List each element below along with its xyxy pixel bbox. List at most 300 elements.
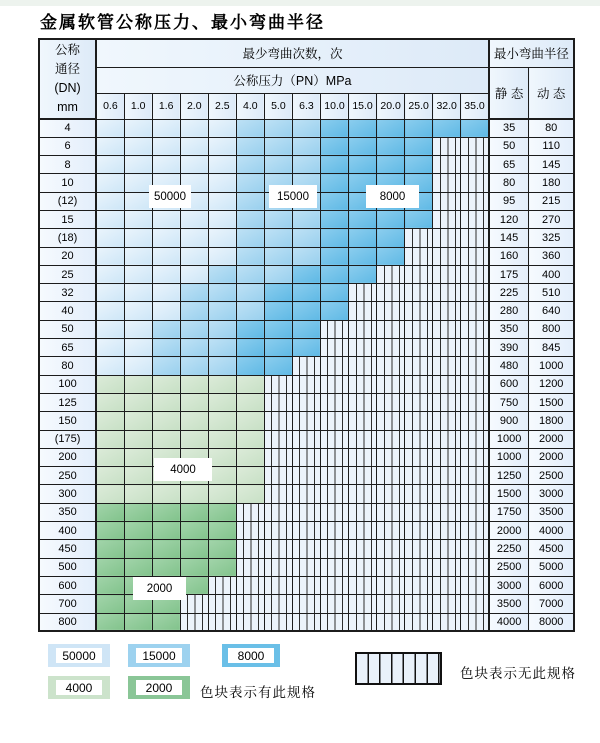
- grid-cell: [405, 503, 433, 521]
- grid-cell: [208, 485, 236, 503]
- grid-cell: [320, 375, 348, 393]
- grid-cell: [236, 613, 264, 631]
- grid-cell: [152, 339, 180, 357]
- grid-cell: [349, 284, 377, 302]
- dynamic-radius-cell: 7000: [529, 595, 574, 613]
- grid-cell: [124, 265, 152, 283]
- grid-cell: [264, 265, 292, 283]
- grid-cell: [124, 247, 152, 265]
- grid-cell: [264, 393, 292, 411]
- grid-cell: [124, 174, 152, 192]
- grid-cell: [433, 247, 461, 265]
- grid-cell: [180, 375, 208, 393]
- static-radius-cell: 900: [489, 412, 529, 430]
- grid-cell: [208, 339, 236, 357]
- grid-cell: [208, 430, 236, 448]
- grid-cell: [208, 284, 236, 302]
- legend-swatch-label: 4000: [56, 680, 102, 695]
- grid-cell: [405, 613, 433, 631]
- dynamic-radius-cell: 1200: [529, 375, 574, 393]
- grid-cell: [152, 540, 180, 558]
- static-radius-cell: 750: [489, 393, 529, 411]
- grid-cell: [208, 503, 236, 521]
- dn-cell: 700: [39, 595, 96, 613]
- grid-cell: [320, 430, 348, 448]
- static-radius-cell: 280: [489, 302, 529, 320]
- dn-cell: 350: [39, 503, 96, 521]
- table-row: [39, 357, 574, 375]
- grid-cell: [96, 192, 124, 210]
- grid-cell: [152, 137, 180, 155]
- grid-cell: [180, 503, 208, 521]
- grid-cell: [377, 430, 405, 448]
- grid-cell: [349, 576, 377, 594]
- grid-cell: [433, 339, 461, 357]
- dynamic-radius-cell: 400: [529, 265, 574, 283]
- grid-cell: [96, 503, 124, 521]
- dynamic-radius-cell: 180: [529, 174, 574, 192]
- grid-cell: [461, 357, 489, 375]
- grid-cell: [180, 357, 208, 375]
- grid-cell: [349, 393, 377, 411]
- grid-cell: [180, 302, 208, 320]
- grid-cell: [124, 339, 152, 357]
- grid-cell: [377, 210, 405, 228]
- grid-cell: [377, 137, 405, 155]
- grid-cell: [405, 156, 433, 174]
- legend-swatch-label: 8000: [228, 648, 274, 663]
- grid-cell: [349, 247, 377, 265]
- grid-cell: [96, 613, 124, 631]
- grid-cell: [433, 412, 461, 430]
- static-radius-cell: 1000: [489, 448, 529, 466]
- pressure-header-cell: 2.5: [208, 93, 236, 119]
- grid-cell: [208, 540, 236, 558]
- grid-cell: [208, 448, 236, 466]
- grid-cell: [433, 503, 461, 521]
- table-row: [39, 284, 574, 302]
- dn-cell: 32: [39, 284, 96, 302]
- grid-cell: [124, 430, 152, 448]
- grid-cell: [152, 265, 180, 283]
- grid-cell: [461, 339, 489, 357]
- grid-cell: [236, 357, 264, 375]
- grid-cell: [124, 192, 152, 210]
- grid-cell: [152, 320, 180, 338]
- grid-cell: [377, 375, 405, 393]
- grid-cell: [433, 229, 461, 247]
- pressure-header-cell: 1.6: [152, 93, 180, 119]
- dn-cell: (175): [39, 430, 96, 448]
- zone-label-8000: 8000: [366, 185, 419, 208]
- grid-cell: [208, 174, 236, 192]
- header-dynamic: 动 态: [529, 67, 574, 119]
- grid-cell: [320, 320, 348, 338]
- grid-cell: [180, 613, 208, 631]
- grid-cell: [208, 613, 236, 631]
- grid-cell: [461, 393, 489, 411]
- grid-cell: [461, 448, 489, 466]
- grid-cell: [208, 467, 236, 485]
- grid-cell: [461, 156, 489, 174]
- dn-cell: (12): [39, 192, 96, 210]
- grid-cell: [264, 448, 292, 466]
- grid-cell: [433, 174, 461, 192]
- grid-cell: [349, 320, 377, 338]
- dynamic-radius-cell: 8000: [529, 613, 574, 631]
- grid-cell: [292, 393, 320, 411]
- grid-cell: [152, 119, 180, 137]
- grid-cell: [292, 210, 320, 228]
- grid-cell: [96, 156, 124, 174]
- grid-cell: [180, 265, 208, 283]
- grid-cell: [264, 357, 292, 375]
- grid-cell: [377, 284, 405, 302]
- grid-cell: [124, 613, 152, 631]
- legend-swatch-label: 15000: [136, 648, 182, 663]
- header-bend-radius: 最小弯曲半径: [489, 39, 574, 67]
- static-radius-cell: 1750: [489, 503, 529, 521]
- grid-cell: [180, 137, 208, 155]
- dynamic-radius-cell: 510: [529, 284, 574, 302]
- grid-cell: [349, 265, 377, 283]
- grid-cell: [433, 156, 461, 174]
- grid-cell: [433, 357, 461, 375]
- table-row: [39, 247, 574, 265]
- table-row: [39, 320, 574, 338]
- grid-cell: [124, 320, 152, 338]
- grid-cell: [320, 485, 348, 503]
- static-radius-cell: 3500: [489, 595, 529, 613]
- dynamic-radius-cell: 270: [529, 210, 574, 228]
- grid-cell: [461, 522, 489, 540]
- dynamic-radius-cell: 4000: [529, 522, 574, 540]
- grid-cell: [320, 229, 348, 247]
- page-title: 金属软管公称压力、最小弯曲半径: [40, 13, 325, 33]
- dn-cell: 250: [39, 467, 96, 485]
- grid-cell: [377, 467, 405, 485]
- grid-cell: [152, 522, 180, 540]
- grid-cell: [320, 247, 348, 265]
- dn-cell: 100: [39, 375, 96, 393]
- grid-cell: [236, 229, 264, 247]
- dn-cell: 15: [39, 210, 96, 228]
- grid-cell: [320, 192, 348, 210]
- grid-cell: [236, 156, 264, 174]
- grid-cell: [264, 503, 292, 521]
- grid-cell: [405, 540, 433, 558]
- static-radius-cell: 80: [489, 174, 529, 192]
- grid-cell: [96, 137, 124, 155]
- dn-cell: 20: [39, 247, 96, 265]
- grid-cell: [405, 430, 433, 448]
- grid-cell: [264, 247, 292, 265]
- legend-swatch-15000: [128, 644, 190, 667]
- grid-cell: [320, 339, 348, 357]
- header-dn-line: (DN): [54, 81, 81, 95]
- grid-cell: [377, 247, 405, 265]
- grid-cell: [461, 595, 489, 613]
- grid-cell: [377, 503, 405, 521]
- grid-cell: [208, 320, 236, 338]
- grid-cell: [433, 210, 461, 228]
- grid-cell: [264, 540, 292, 558]
- legend-no-spec-text: 色块表示无此规格: [460, 666, 576, 681]
- grid-cell: [96, 229, 124, 247]
- grid-cell: [433, 540, 461, 558]
- grid-cell: [236, 192, 264, 210]
- grid-cell: [96, 247, 124, 265]
- grid-cell: [461, 430, 489, 448]
- grid-cell: [96, 265, 124, 283]
- grid-cell: [292, 430, 320, 448]
- grid-cell: [320, 558, 348, 576]
- grid-cell: [236, 558, 264, 576]
- dn-cell: 6: [39, 137, 96, 155]
- header-pressure-unit: 公称压力（PN）MPa: [96, 67, 489, 93]
- grid-cell: [236, 412, 264, 430]
- grid-cell: [349, 119, 377, 137]
- grid-cell: [236, 485, 264, 503]
- static-radius-cell: 2000: [489, 522, 529, 540]
- pressure-header-cell: 4.0: [236, 93, 264, 119]
- grid-cell: [349, 339, 377, 357]
- grid-cell: [180, 558, 208, 576]
- grid-cell: [320, 540, 348, 558]
- grid-cell: [152, 485, 180, 503]
- grid-cell: [180, 284, 208, 302]
- grid-cell: [349, 558, 377, 576]
- grid-cell: [208, 210, 236, 228]
- grid-cell: [152, 503, 180, 521]
- grid-cell: [461, 485, 489, 503]
- grid-cell: [377, 265, 405, 283]
- grid-cell: [433, 613, 461, 631]
- grid-cell: [349, 210, 377, 228]
- static-radius-cell: 225: [489, 284, 529, 302]
- grid-cell: [96, 174, 124, 192]
- header-static: 静 态: [489, 67, 529, 119]
- grid-cell: [461, 320, 489, 338]
- grid-cell: [96, 430, 124, 448]
- dn-cell: 10: [39, 174, 96, 192]
- table-row: [39, 302, 574, 320]
- grid-cell: [292, 339, 320, 357]
- dynamic-radius-cell: 325: [529, 229, 574, 247]
- grid-cell: [292, 247, 320, 265]
- pressure-header-cell: 10.0: [320, 93, 348, 119]
- grid-cell: [433, 302, 461, 320]
- grid-cell: [292, 595, 320, 613]
- table-row: [39, 210, 574, 228]
- table-row: [39, 430, 574, 448]
- grid-cell: [236, 174, 264, 192]
- grid-cell: [236, 522, 264, 540]
- grid-cell: [124, 412, 152, 430]
- grid-cell: [292, 503, 320, 521]
- grid-cell: [96, 448, 124, 466]
- grid-cell: [264, 485, 292, 503]
- grid-cell: [292, 302, 320, 320]
- pressure-header-cell: 0.6: [96, 93, 124, 119]
- static-radius-cell: 1500: [489, 485, 529, 503]
- legend-has-spec-text: 色块表示有此规格: [200, 685, 316, 700]
- grid-cell: [405, 467, 433, 485]
- grid-cell: [433, 558, 461, 576]
- dn-cell: 300: [39, 485, 96, 503]
- grid-cell: [405, 485, 433, 503]
- grid-cell: [96, 522, 124, 540]
- pressure-header-cell: 2.0: [180, 93, 208, 119]
- grid-cell: [292, 613, 320, 631]
- grid-cell: [349, 467, 377, 485]
- grid-cell: [349, 375, 377, 393]
- grid-cell: [292, 448, 320, 466]
- grid-cell: [349, 412, 377, 430]
- grid-cell: [180, 156, 208, 174]
- grid-cell: [320, 503, 348, 521]
- grid-cell: [124, 210, 152, 228]
- legend-swatch-label: 2000: [136, 680, 182, 695]
- grid-cell: [320, 357, 348, 375]
- grid-cell: [292, 156, 320, 174]
- grid-cell: [208, 247, 236, 265]
- grid-cell: [124, 393, 152, 411]
- grid-cell: [180, 430, 208, 448]
- grid-cell: [320, 393, 348, 411]
- grid-cell: [377, 540, 405, 558]
- grid-cell: [377, 576, 405, 594]
- static-radius-cell: 50: [489, 137, 529, 155]
- zone-label-2000: 2000: [133, 577, 186, 600]
- grid-cell: [405, 119, 433, 137]
- grid-cell: [320, 284, 348, 302]
- grid-cell: [461, 576, 489, 594]
- grid-cell: [180, 247, 208, 265]
- pressure-header-cell: 35.0: [461, 93, 489, 119]
- grid-cell: [320, 119, 348, 137]
- table-row: [39, 595, 574, 613]
- grid-cell: [461, 558, 489, 576]
- table-row: [39, 503, 574, 521]
- grid-cell: [208, 137, 236, 155]
- grid-cell: [208, 375, 236, 393]
- zone-label-15000: 15000: [269, 185, 317, 208]
- grid-cell: [433, 467, 461, 485]
- grid-cell: [292, 284, 320, 302]
- grid-cell: [208, 558, 236, 576]
- grid-cell: [124, 119, 152, 137]
- static-radius-cell: 2500: [489, 558, 529, 576]
- grid-cell: [461, 137, 489, 155]
- pressure-header-cell: 1.0: [124, 93, 152, 119]
- grid-cell: [320, 595, 348, 613]
- grid-cell: [405, 576, 433, 594]
- grid-cell: [152, 284, 180, 302]
- grid-cell: [180, 485, 208, 503]
- grid-cell: [377, 558, 405, 576]
- grid-cell: [264, 284, 292, 302]
- grid-cell: [124, 302, 152, 320]
- static-radius-cell: 1000: [489, 430, 529, 448]
- grid-cell: [461, 375, 489, 393]
- grid-cell: [152, 229, 180, 247]
- grid-cell: [377, 339, 405, 357]
- grid-cell: [461, 284, 489, 302]
- dynamic-radius-cell: 215: [529, 192, 574, 210]
- dynamic-radius-cell: 2500: [529, 467, 574, 485]
- static-radius-cell: 3000: [489, 576, 529, 594]
- grid-cell: [208, 393, 236, 411]
- grid-cell: [180, 339, 208, 357]
- grid-cell: [292, 485, 320, 503]
- dn-cell: 50: [39, 320, 96, 338]
- legend-hatch-block: [355, 652, 442, 685]
- grid-cell: [377, 119, 405, 137]
- dynamic-radius-cell: 360: [529, 247, 574, 265]
- grid-cell: [349, 613, 377, 631]
- grid-cell: [461, 174, 489, 192]
- grid-cell: [405, 595, 433, 613]
- grid-cell: [405, 522, 433, 540]
- grid-cell: [124, 540, 152, 558]
- legend-swatch-50000: [48, 644, 110, 667]
- grid-cell: [377, 320, 405, 338]
- static-radius-cell: 390: [489, 339, 529, 357]
- grid-cell: [264, 210, 292, 228]
- grid-cell: [124, 558, 152, 576]
- grid-cell: [236, 210, 264, 228]
- grid-cell: [124, 137, 152, 155]
- grid-cell: [433, 284, 461, 302]
- grid-cell: [320, 522, 348, 540]
- dynamic-radius-cell: 110: [529, 137, 574, 155]
- grid-cell: [236, 247, 264, 265]
- grid-cell: [236, 137, 264, 155]
- grid-cell: [349, 229, 377, 247]
- grid-cell: [96, 284, 124, 302]
- static-radius-cell: 2250: [489, 540, 529, 558]
- dn-cell: 4: [39, 119, 96, 137]
- dynamic-radius-cell: 2000: [529, 448, 574, 466]
- grid-cell: [96, 210, 124, 228]
- grid-cell: [405, 247, 433, 265]
- legend-swatch-8000: [222, 644, 280, 667]
- grid-cell: [405, 284, 433, 302]
- grid-cell: [208, 522, 236, 540]
- grid-cell: [292, 357, 320, 375]
- grid-cell: [377, 393, 405, 411]
- grid-cell: [377, 522, 405, 540]
- grid-cell: [264, 558, 292, 576]
- grid-cell: [461, 503, 489, 521]
- grid-cell: [405, 448, 433, 466]
- grid-cell: [96, 540, 124, 558]
- grid-cell: [433, 576, 461, 594]
- dn-cell: 500: [39, 558, 96, 576]
- table-row: [39, 558, 574, 576]
- grid-cell: [124, 467, 152, 485]
- header-dn-line: mm: [57, 100, 78, 114]
- table-row: [39, 613, 574, 631]
- grid-cell: [349, 448, 377, 466]
- grid-cell: [124, 503, 152, 521]
- grid-cell: [349, 540, 377, 558]
- grid-cell: [461, 119, 489, 137]
- grid-cell: [320, 156, 348, 174]
- dn-cell: 200: [39, 448, 96, 466]
- grid-cell: [461, 540, 489, 558]
